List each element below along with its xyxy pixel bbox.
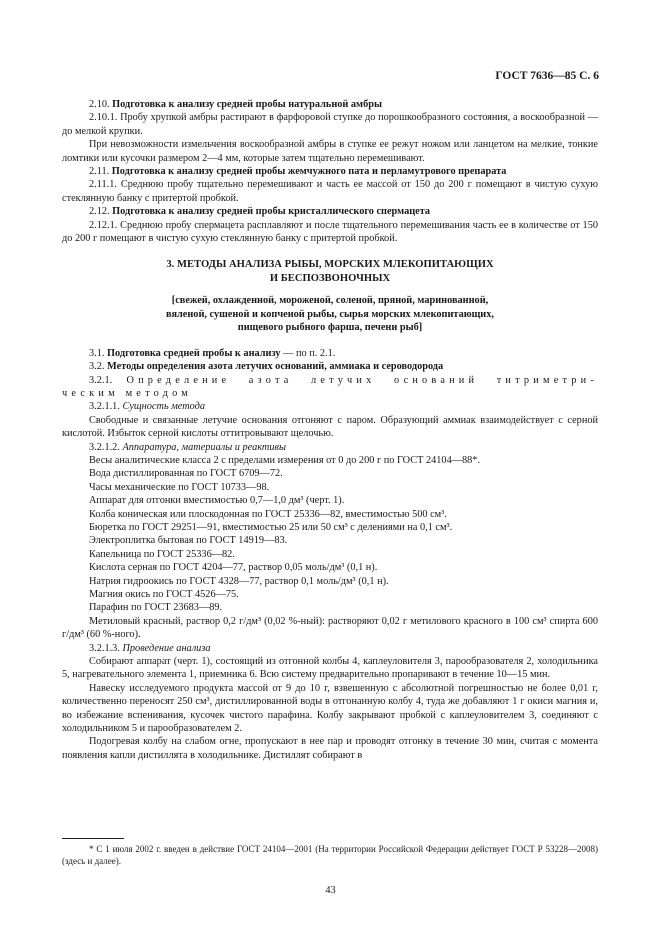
equipment-item: Натрия гидроокись по ГОСТ 4328—77, раствор 0,1 моль/дм³ (0,1 н). — [89, 575, 389, 587]
clause-2-10-1 — [62, 111, 598, 138]
section-title-line: И БЕСПОЗВОНОЧНЫХ — [269, 272, 391, 284]
procedure-paragraph: Собирают аппарат (черт. 1), состоящий из отгонной колбы 4, каплеуловителя 3, парообразователя 2, холодильника 5, нагревательного элемента 1, приемника 6. Всю систему предварительно пропаривают в течение 10—15 мин. — [62, 656, 598, 681]
clause-number: 2.11. — [89, 166, 110, 178]
clause-title: Подготовка средней пробы к анализу — [107, 347, 281, 359]
clause-title: Методы определения азота летучих оснований, аммиака и сероводорода — [107, 361, 444, 373]
clause-title: Подготовка к анализу средней пробы жемчужного пата и перламутрового препарата — [111, 166, 507, 178]
equipment-item: Парафин по ГОСТ 23683—89. — [89, 602, 223, 614]
clause-3-2-1-2 — [62, 441, 598, 454]
equipment-item: Бюретка по ГОСТ 29251—91, вместимостью 25 или 50 см³ с делениями на 0,1 см³. — [89, 521, 453, 533]
clause-title: Подготовка к анализу средней пробы натуральной амбры — [112, 99, 382, 110]
clause-title: Сущность метода — [122, 401, 206, 413]
paragraph-2-10-2: При невозможности измельчения воскообразной амбры в ступке ее режут ножом или ланцетом на мелкие, тонкие ломтики или кусочки размером 2—4 мм, которые затем тщательно перемешивают. — [62, 139, 598, 164]
clause-number: 3.2.1.1. — [89, 401, 120, 413]
section-3-title — [62, 258, 598, 285]
equipment-item: Вода дистиллированная по ГОСТ 6709—72. — [89, 468, 283, 480]
equipment-item: Капельница по ГОСТ 25336—82. — [89, 548, 235, 560]
clause-3-2-1-3 — [62, 642, 598, 655]
equipment-item: Электроплитка бытовая по ГОСТ 14919—83. — [89, 535, 288, 547]
section-subtitle-line: вяленой, сушеной и копченой рыбы, сырья морских млекопитающих, — [166, 308, 494, 320]
clause-title: Подготовка к анализу средней пробы кристаллического спермацета — [112, 206, 431, 218]
footnote-divider — [62, 838, 124, 839]
equipment-item: Магния окись по ГОСТ 4526—75. — [89, 589, 239, 600]
method-title-cont: ческим методом — [62, 387, 192, 399]
clause-3-2-1 — [62, 374, 598, 387]
equipment-item: Весы аналитические класса 2 с пределами измерения от 0 до 200 г по ГОСТ 24104—88*. — [89, 454, 481, 466]
clause-2-12 — [62, 205, 598, 218]
equipment-item: Часы механические по ГОСТ 10733—98. — [89, 481, 270, 493]
clause-text: Среднюю пробу тщательно перемешивают и часть ее массой от 150 до 200 г помещают в чистую сухую стеклянную банку с притертой пробкой. — [62, 179, 598, 204]
method-title: Определение азота летучих оснований титриметри- — [126, 374, 598, 386]
clause-2-12-1 — [62, 219, 598, 246]
page-number: 43 — [325, 885, 336, 896]
equipment-item: Метиловый красный, раствор 0,2 г/дм³ (0,02 %-ный): растворяют 0,02 г метилового красного в 100 см³ спирта 600 г/дм³ (60 %-ного). — [62, 615, 598, 641]
clause-2-11-1 — [62, 178, 598, 205]
page-body — [62, 98, 598, 762]
clause-number: 2.10.1. — [89, 112, 118, 124]
clause-2-11 — [62, 165, 598, 178]
equipment-item: Аппарат для отгонки вместимостью 0,7—1,0 дм³ (черт. 1). — [89, 495, 345, 507]
section-title-line: 3. МЕТОДЫ АНАЛИЗА РЫБЫ, МОРСКИХ МЛЕКОПИТАЮЩИХ — [166, 259, 494, 271]
clause-number: 3.2.1. — [89, 374, 113, 386]
clause-number: 2.10. — [89, 99, 110, 110]
clause-number: 3.1. — [89, 347, 105, 359]
clause-3-2-1-1 — [62, 400, 598, 413]
clause-text: Пробу хрупкой амбры растирают в фарфоровой ступке до порошкообразного состояния, а воскообразной — до мелкой крупки. — [62, 112, 599, 137]
clause-2-10 — [62, 98, 598, 111]
clause-3-2-1-cont — [62, 387, 598, 400]
paragraph-method-essence: Свободные и связанные летучие основания отгоняют с паром. Образующий аммиак взаимодействует с серной кислотой. Избыток серной кислоты оттитровывают щелочью. — [62, 414, 598, 440]
clause-title: Проведение анализа — [122, 642, 211, 654]
equipment-item: Кислота серная по ГОСТ 4204—77, раствор 0,05 моль/дм³ (0,1 н). — [89, 562, 378, 574]
procedure-paragraph: Навеску исследуемого продукта массой от 9 до 10 г, взвешенную с абсолютной погрешностью не более 0,01 г, количественно переносят 250 см³, дистиллированной воды в отгонанную колбу 4, туда же добавляют 1 г окиси магния и, во избежание вспенивания, кусочек чистого парафина. Колбу закрывают пробкой с каплеуловителем 3, соединяют с холодильником 5 и парообразователем 2. — [62, 682, 598, 735]
clause-text: Среднюю пробу спермацета расплавляют и после тщательного перемешивания часть ее в количестве от 150 до 200 г помещают в чистую сухую стеклянную банку с притертой пробкой. — [62, 219, 599, 245]
page-header: ГОСТ 7636—85 С. 6 — [495, 70, 599, 82]
clause-number: 3.2.1.2. — [89, 441, 120, 453]
clause-3-2 — [62, 360, 598, 373]
clause-number: 3.2.1.3. — [89, 642, 120, 654]
footnote: * С 1 июля 2002 г. введен в действие ГОСТ 24104—2001 (На территории Российской Федерации действует ГОСТ Р 53228—2008) (здесь и далее). — [62, 844, 598, 866]
procedure-paragraph: Подогревая колбу на слабом огне, пропускают в нее пар и проводят отгонку в течение 30 мин, считая с момента появления капли дистиллята в холодильнике. Дистиллят собирают в — [62, 736, 598, 761]
clause-title: Аппаратура, материалы и реактивы — [122, 441, 286, 453]
clause-number: 2.12.1. — [89, 219, 118, 231]
clause-number: 3.2. — [89, 361, 105, 373]
section-3-subtitle — [62, 294, 598, 334]
section-subtitle-line: [свежей, охлажденной, мороженой, соленой, пряной, маринованной, — [171, 295, 489, 307]
section-subtitle-line: пищевого рыбного фарша, печени рыб] — [237, 322, 423, 334]
equipment-item: Колба коническая или плоскодонная по ГОСТ 25336—82, вместимостью 500 см³. — [89, 508, 447, 520]
clause-number: 2.12. — [89, 206, 110, 218]
clause-text: — по п. 2.1. — [280, 347, 336, 359]
clause-number: 2.11.1. — [89, 179, 117, 191]
clause-3-1 — [62, 347, 598, 360]
